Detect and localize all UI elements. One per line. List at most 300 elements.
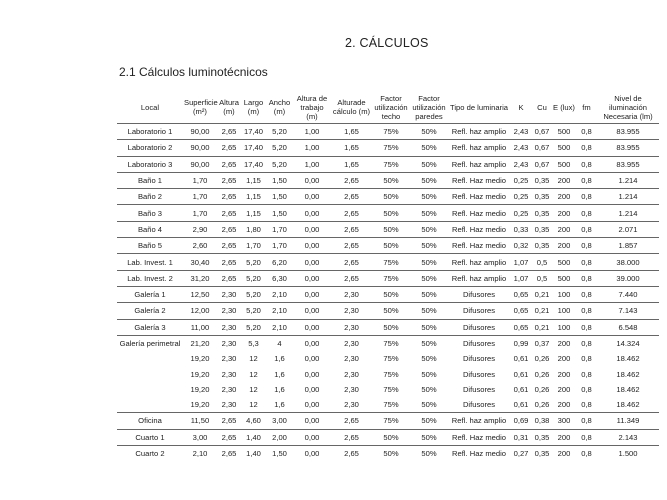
cell-local: Laboratorio 2 <box>117 140 183 156</box>
cell-largo: 5,20 <box>241 286 266 302</box>
cell-largo: 5,3 <box>241 335 266 351</box>
cell-e-lux: 200 <box>557 400 571 410</box>
cell-local: Galería 3 <box>117 319 183 335</box>
cell-altura: 2,30 <box>221 354 237 364</box>
cell-local: Baño 2 <box>117 189 183 205</box>
cell-factor-paredes: 50% <box>410 335 448 351</box>
cell-factor-techo: 50% <box>372 238 410 254</box>
cell-e-lux: 200 <box>557 384 571 394</box>
cell-factor-paredes: 50% <box>410 303 448 319</box>
cell-superficie: 19,20 <box>190 369 210 379</box>
cell-altura-trabajo: 0,00 <box>293 445 331 461</box>
cell-e-lux: 200 <box>557 369 571 379</box>
cell-cu: 0,35 <box>532 429 552 445</box>
cell-cu: 0,35 <box>532 238 552 254</box>
cell-altura-trabajo: 0,00 <box>304 354 320 364</box>
cell-cu: 0,26 <box>534 354 550 364</box>
cell-k: 0,65 <box>510 286 532 302</box>
cell-factor-techo: 75% <box>372 270 410 286</box>
cell-nivel: 39.000 <box>597 270 659 286</box>
cell-nivel: 14.324 <box>597 335 659 351</box>
cell-altura: 2,30 <box>217 335 241 351</box>
cell-altura: 2,30 <box>221 384 237 394</box>
cell-factor-techo: 50% <box>372 189 410 205</box>
cell-local: Galería 1 <box>117 286 183 302</box>
cell-e-lux: 200 <box>557 354 571 364</box>
cell-altura: 2,65 <box>217 205 241 221</box>
col-header-superficie: Superficie (m²) <box>183 91 217 124</box>
cell-altura-calculo: 2,65 <box>331 205 372 221</box>
cell-superficie: 2,60 <box>183 238 217 254</box>
cell-cu: 0,5 <box>532 254 552 270</box>
table-row <box>117 221 659 237</box>
cell-cu: 0,38 <box>532 413 552 429</box>
cell-local: Baño 5 <box>117 238 183 254</box>
calculations-table <box>117 91 659 461</box>
cell-nivel: 38.000 <box>597 254 659 270</box>
cell-cu: 0,67 <box>532 140 552 156</box>
table-row <box>117 254 659 270</box>
cell-factor-paredes: 50% <box>410 140 448 156</box>
table-row <box>117 413 659 429</box>
cell-factor-techo: 50% <box>372 286 410 302</box>
cell-superficie: 11,00 <box>183 319 217 335</box>
cell-fm: 0,8 <box>576 319 597 335</box>
cell-superficie: 12,00 <box>183 303 217 319</box>
table-row <box>117 366 659 381</box>
cell-altura-trabajo: 0,00 <box>293 429 331 445</box>
cell-altura-trabajo: 0,00 <box>293 172 331 188</box>
cell-altura-trabajo: 0,00 <box>304 369 320 379</box>
cell-altura-trabajo: 1,00 <box>293 124 331 140</box>
cell-fm: 0,8 <box>581 354 592 364</box>
cell-altura-trabajo: 0,00 <box>293 238 331 254</box>
cell-cu: 0,35 <box>532 445 552 461</box>
cell-fm: 0,8 <box>576 335 597 351</box>
cell-factor-paredes: 50% <box>410 413 448 429</box>
cell-largo: 5,20 <box>241 303 266 319</box>
col-header-altura: Altura (m) <box>217 91 241 124</box>
cell-fm: 0,8 <box>576 156 597 172</box>
cell-k: 0,65 <box>510 303 532 319</box>
cell-k: 0,65 <box>510 319 532 335</box>
cell-ancho: 2,10 <box>266 303 293 319</box>
cell-superficie: 3,00 <box>183 429 217 445</box>
cell-ancho: 1,50 <box>266 445 293 461</box>
cell-factor-paredes: 50% <box>410 221 448 237</box>
cell-nivel: 83.955 <box>597 124 659 140</box>
cell-k: 1,07 <box>510 254 532 270</box>
cell-cu: 0,35 <box>532 172 552 188</box>
cell-e-lux: 500 <box>552 124 576 140</box>
cell-nivel: 1.214 <box>597 205 659 221</box>
table-row <box>117 429 659 445</box>
cell-tipo-luminaria: Refl. Haz medio <box>448 221 510 237</box>
cell-factor-techo: 50% <box>372 205 410 221</box>
cell-local: Galería 2 <box>117 303 183 319</box>
cell-superficie: 21,20 <box>183 335 217 351</box>
cell-cu: 0,26 <box>534 400 550 410</box>
cell-largo: 1,15 <box>241 205 266 221</box>
cell-altura: 2,65 <box>217 172 241 188</box>
cell-nivel: 18.462 <box>616 384 640 394</box>
section-title: 2. CÁLCULOS <box>345 36 429 50</box>
cell-k: 2,43 <box>510 124 532 140</box>
cell-local <box>117 382 183 397</box>
cell-k: 0,25 <box>510 205 532 221</box>
cell-factor-techo: 50% <box>372 221 410 237</box>
cell-e-lux: 200 <box>552 189 576 205</box>
cell-local: Cuarto 1 <box>117 429 183 445</box>
col-header-altura-calculo: Alturade cálculo (m) <box>331 91 372 124</box>
cell-k: 0,32 <box>510 238 532 254</box>
cell-superficie: 90,00 <box>183 140 217 156</box>
cell-superficie: 19,20 <box>190 384 210 394</box>
cell-tipo-luminaria: Refl. Haz medio <box>448 445 510 461</box>
cell-factor-paredes: 50% <box>410 172 448 188</box>
cell-superficie: 2,10 <box>183 445 217 461</box>
cell-ancho: 5,20 <box>266 124 293 140</box>
col-header-nivel: Nivel de iluminación Necesaria (lm) <box>597 91 659 124</box>
cell-superficie: 1,70 <box>183 205 217 221</box>
cell-cu: 0,67 <box>532 156 552 172</box>
cell-nivel: 18.462 <box>616 400 640 410</box>
cell-cu: 0,37 <box>532 335 552 351</box>
col-header-factor-paredes: Factor utilización paredes <box>410 91 448 124</box>
cell-superficie: 90,00 <box>183 124 217 140</box>
table-row <box>117 172 659 188</box>
cell-altura-calculo: 2,30 <box>331 286 372 302</box>
cell-fm: 0,8 <box>576 172 597 188</box>
cell-factor-paredes: 50% <box>410 445 448 461</box>
cell-e-lux: 200 <box>552 335 576 351</box>
cell-altura-trabajo: 0,00 <box>293 205 331 221</box>
cell-ancho: 1,50 <box>266 172 293 188</box>
col-header-factor-techo: Factor utilización techo <box>372 91 410 124</box>
cell-fm: 0,8 <box>576 205 597 221</box>
table-row <box>117 124 659 140</box>
cell-altura: 2,65 <box>217 156 241 172</box>
cell-nivel: 83.955 <box>597 156 659 172</box>
cell-superficie: 30,40 <box>183 254 217 270</box>
col-header-altura-trabajo: Altura de trabajo (m) <box>293 91 331 124</box>
cell-e-lux: 200 <box>552 205 576 221</box>
cell-altura-calculo: 2,65 <box>331 172 372 188</box>
cell-nivel: 1.214 <box>597 172 659 188</box>
cell-factor-techo: 50% <box>372 319 410 335</box>
cell-factor-paredes: 50% <box>421 369 437 379</box>
cell-tipo-luminaria: Difusores <box>448 335 510 351</box>
cell-tipo-luminaria: Difusores <box>462 354 496 364</box>
cell-altura-trabajo: 0,00 <box>293 221 331 237</box>
cell-local: Cuarto 2 <box>117 445 183 461</box>
cell-fm: 0,8 <box>581 384 592 394</box>
cell-ancho: 1,6 <box>274 400 285 410</box>
cell-factor-paredes: 50% <box>410 156 448 172</box>
cell-k: 2,43 <box>510 156 532 172</box>
cell-fm: 0,8 <box>576 270 597 286</box>
cell-ancho: 1,50 <box>266 205 293 221</box>
cell-altura: 2,30 <box>221 400 237 410</box>
cell-altura-calculo: 1,65 <box>331 124 372 140</box>
cell-cu: 0,26 <box>534 369 550 379</box>
cell-e-lux: 500 <box>552 156 576 172</box>
cell-fm: 0,8 <box>576 303 597 319</box>
cell-largo: 17,40 <box>241 124 266 140</box>
cell-local: Laboratorio 1 <box>117 124 183 140</box>
cell-local: Baño 1 <box>117 172 183 188</box>
cell-altura-trabajo: 0,00 <box>304 400 320 410</box>
cell-fm: 0,8 <box>576 140 597 156</box>
cell-altura: 2,65 <box>217 254 241 270</box>
cell-fm: 0,8 <box>576 445 597 461</box>
cell-factor-techo: 75% <box>372 413 410 429</box>
col-header-largo: Largo (m) <box>241 91 266 124</box>
cell-factor-techo: 75% <box>383 354 399 364</box>
cell-e-lux: 500 <box>552 254 576 270</box>
cell-factor-techo: 75% <box>372 124 410 140</box>
cell-altura: 2,30 <box>217 319 241 335</box>
table-row <box>117 319 659 335</box>
cell-factor-techo: 75% <box>372 156 410 172</box>
cell-largo: 1,40 <box>241 429 266 445</box>
cell-altura: 2,65 <box>217 221 241 237</box>
cell-factor-techo: 50% <box>372 445 410 461</box>
col-header-cu: Cu <box>532 91 552 124</box>
cell-k: 0,27 <box>510 445 532 461</box>
cell-factor-techo: 75% <box>372 254 410 270</box>
cell-k: 0,61 <box>513 369 529 379</box>
cell-factor-paredes: 50% <box>410 286 448 302</box>
cell-k: 1,07 <box>510 270 532 286</box>
cell-nivel: 18.462 <box>616 354 640 364</box>
cell-altura-calculo: 2,30 <box>331 335 372 351</box>
table-row <box>117 205 659 221</box>
cell-largo: 1,15 <box>241 172 266 188</box>
cell-e-lux: 200 <box>552 238 576 254</box>
table-row <box>117 286 659 302</box>
cell-fm: 0,8 <box>576 429 597 445</box>
cell-ancho: 1,50 <box>266 189 293 205</box>
cell-factor-paredes: 50% <box>410 254 448 270</box>
table-row <box>117 140 659 156</box>
cell-factor-techo: 75% <box>372 140 410 156</box>
cell-cu: 0,21 <box>532 319 552 335</box>
cell-cu: 0,5 <box>532 270 552 286</box>
cell-nivel: 2.143 <box>597 429 659 445</box>
cell-largo: 5,20 <box>241 254 266 270</box>
cell-factor-paredes: 50% <box>421 400 437 410</box>
cell-altura-calculo: 2,65 <box>331 238 372 254</box>
cell-k: 0,61 <box>513 400 529 410</box>
cell-local <box>117 366 183 381</box>
cell-ancho: 1,6 <box>274 354 285 364</box>
cell-ancho: 6,30 <box>266 270 293 286</box>
table-row <box>117 189 659 205</box>
cell-cu: 0,67 <box>532 124 552 140</box>
cell-tipo-luminaria: Difusores <box>448 303 510 319</box>
cell-factor-paredes: 50% <box>421 354 437 364</box>
cell-fm: 0,8 <box>576 124 597 140</box>
cell-superficie: 11,50 <box>183 413 217 429</box>
table-row <box>117 238 659 254</box>
cell-factor-paredes: 50% <box>410 429 448 445</box>
cell-altura: 2,65 <box>217 445 241 461</box>
col-header-local: Local <box>117 91 183 124</box>
cell-factor-techo: 75% <box>383 369 399 379</box>
cell-altura-trabajo: 0,00 <box>293 335 331 351</box>
table-row <box>117 335 659 351</box>
cell-altura-trabajo: 0,00 <box>293 319 331 335</box>
cell-altura-calculo: 2,30 <box>344 354 359 364</box>
cell-altura: 2,65 <box>217 140 241 156</box>
cell-e-lux: 100 <box>552 319 576 335</box>
cell-nivel: 1.214 <box>597 189 659 205</box>
cell-altura-calculo: 2,30 <box>344 384 359 394</box>
cell-nivel: 18.462 <box>616 369 640 379</box>
cell-altura-trabajo: 1,00 <box>293 140 331 156</box>
col-header-ancho: Ancho (m) <box>266 91 293 124</box>
cell-altura-calculo: 2,65 <box>331 445 372 461</box>
cell-ancho: 6,20 <box>266 254 293 270</box>
cell-largo: 1,80 <box>241 221 266 237</box>
cell-altura-calculo: 2,30 <box>344 400 359 410</box>
cell-tipo-luminaria: Refl. haz amplio <box>448 254 510 270</box>
cell-k: 0,69 <box>510 413 532 429</box>
cell-altura-trabajo: 0,00 <box>293 286 331 302</box>
cell-e-lux: 200 <box>552 172 576 188</box>
cell-e-lux: 500 <box>552 270 576 286</box>
cell-superficie: 19,20 <box>190 400 210 410</box>
cell-fm: 0,8 <box>576 286 597 302</box>
cell-factor-techo: 50% <box>372 429 410 445</box>
cell-factor-paredes: 50% <box>410 124 448 140</box>
cell-local <box>117 351 183 366</box>
cell-local: Baño 4 <box>117 221 183 237</box>
cell-altura-trabajo: 0,00 <box>293 413 331 429</box>
cell-k: 0,33 <box>510 221 532 237</box>
table-row <box>117 303 659 319</box>
table-row <box>117 270 659 286</box>
cell-altura-trabajo: 0,00 <box>293 254 331 270</box>
cell-superficie: 19,20 <box>190 354 210 364</box>
cell-tipo-luminaria: Difusores <box>448 286 510 302</box>
cell-factor-techo: 75% <box>383 384 399 394</box>
cell-k: 0,25 <box>510 172 532 188</box>
cell-altura-calculo: 2,30 <box>331 303 372 319</box>
cell-cu: 0,21 <box>532 303 552 319</box>
col-header-tipo-luminaria: Tipo de luminaria <box>448 91 510 124</box>
cell-tipo-luminaria: Difusores <box>462 369 496 379</box>
cell-ancho: 5,20 <box>266 140 293 156</box>
cell-superficie: 12,50 <box>183 286 217 302</box>
cell-k: 0,61 <box>513 354 529 364</box>
cell-nivel: 1.500 <box>597 445 659 461</box>
cell-fm: 0,8 <box>581 369 592 379</box>
subsection-title: 2.1 Cálculos luminotécnicos <box>119 65 268 79</box>
cell-tipo-luminaria: Refl. Haz medio <box>448 189 510 205</box>
cell-altura-calculo: 2,30 <box>344 369 359 379</box>
table-row <box>117 382 659 397</box>
cell-largo: 17,40 <box>241 140 266 156</box>
cell-altura: 2,65 <box>217 429 241 445</box>
cell-altura: 2,65 <box>217 124 241 140</box>
cell-local: Lab. Invest. 2 <box>117 270 183 286</box>
cell-e-lux: 300 <box>552 413 576 429</box>
cell-altura: 2,30 <box>217 303 241 319</box>
cell-altura: 2,65 <box>217 238 241 254</box>
table-row <box>117 351 659 366</box>
cell-cu: 0,35 <box>532 221 552 237</box>
cell-e-lux: 100 <box>552 286 576 302</box>
cell-altura: 2,65 <box>217 270 241 286</box>
cell-local: Laboratorio 3 <box>117 156 183 172</box>
cell-tipo-luminaria: Refl. Haz medio <box>448 238 510 254</box>
cell-largo: 12 <box>249 354 258 364</box>
cell-tipo-luminaria: Refl. haz amplio <box>448 413 510 429</box>
cell-ancho: 2,10 <box>266 286 293 302</box>
cell-cu: 0,26 <box>534 384 550 394</box>
cell-superficie: 2,90 <box>183 221 217 237</box>
cell-altura-calculo: 2,30 <box>331 319 372 335</box>
cell-factor-paredes: 50% <box>410 319 448 335</box>
cell-factor-paredes: 50% <box>421 384 437 394</box>
cell-altura-calculo: 2,65 <box>331 413 372 429</box>
cell-tipo-luminaria: Difusores <box>462 384 496 394</box>
cell-largo: 12 <box>249 384 258 394</box>
col-header-k: K <box>510 91 532 124</box>
cell-local: Oficina <box>117 413 183 429</box>
col-header-e-lux: E (lux) <box>552 91 576 124</box>
cell-factor-paredes: 50% <box>410 238 448 254</box>
cell-fm: 0,8 <box>576 413 597 429</box>
cell-largo: 1,70 <box>241 238 266 254</box>
cell-altura: 2,65 <box>217 413 241 429</box>
cell-nivel: 83.955 <box>597 140 659 156</box>
cell-local: Galería perimetral <box>117 335 183 351</box>
cell-superficie: 90,00 <box>183 156 217 172</box>
cell-altura-trabajo: 1,00 <box>293 156 331 172</box>
cell-nivel: 6.548 <box>597 319 659 335</box>
cell-ancho: 3,00 <box>266 413 293 429</box>
cell-ancho: 1,6 <box>274 369 285 379</box>
cell-factor-techo: 75% <box>372 335 410 351</box>
cell-largo: 4,60 <box>241 413 266 429</box>
cell-altura-trabajo: 0,00 <box>304 384 320 394</box>
cell-fm: 0,8 <box>576 189 597 205</box>
cell-ancho: 4 <box>266 335 293 351</box>
cell-k: 0,31 <box>510 429 532 445</box>
cell-fm: 0,8 <box>576 238 597 254</box>
cell-tipo-luminaria: Refl. haz amplio <box>448 270 510 286</box>
cell-altura-calculo: 2,65 <box>331 189 372 205</box>
cell-factor-techo: 50% <box>372 303 410 319</box>
table-row <box>117 397 659 413</box>
cell-largo: 5,20 <box>241 270 266 286</box>
cell-altura-trabajo: 0,00 <box>293 303 331 319</box>
cell-nivel: 7.440 <box>597 286 659 302</box>
cell-ancho: 1,70 <box>266 238 293 254</box>
cell-ancho: 2,10 <box>266 319 293 335</box>
cell-e-lux: 200 <box>552 445 576 461</box>
cell-factor-techo: 50% <box>372 172 410 188</box>
cell-largo: 17,40 <box>241 156 266 172</box>
cell-altura: 2,30 <box>221 369 237 379</box>
cell-e-lux: 500 <box>552 140 576 156</box>
cell-tipo-luminaria: Refl. Haz medio <box>448 429 510 445</box>
cell-altura: 2,30 <box>217 286 241 302</box>
cell-altura-calculo: 1,65 <box>331 140 372 156</box>
